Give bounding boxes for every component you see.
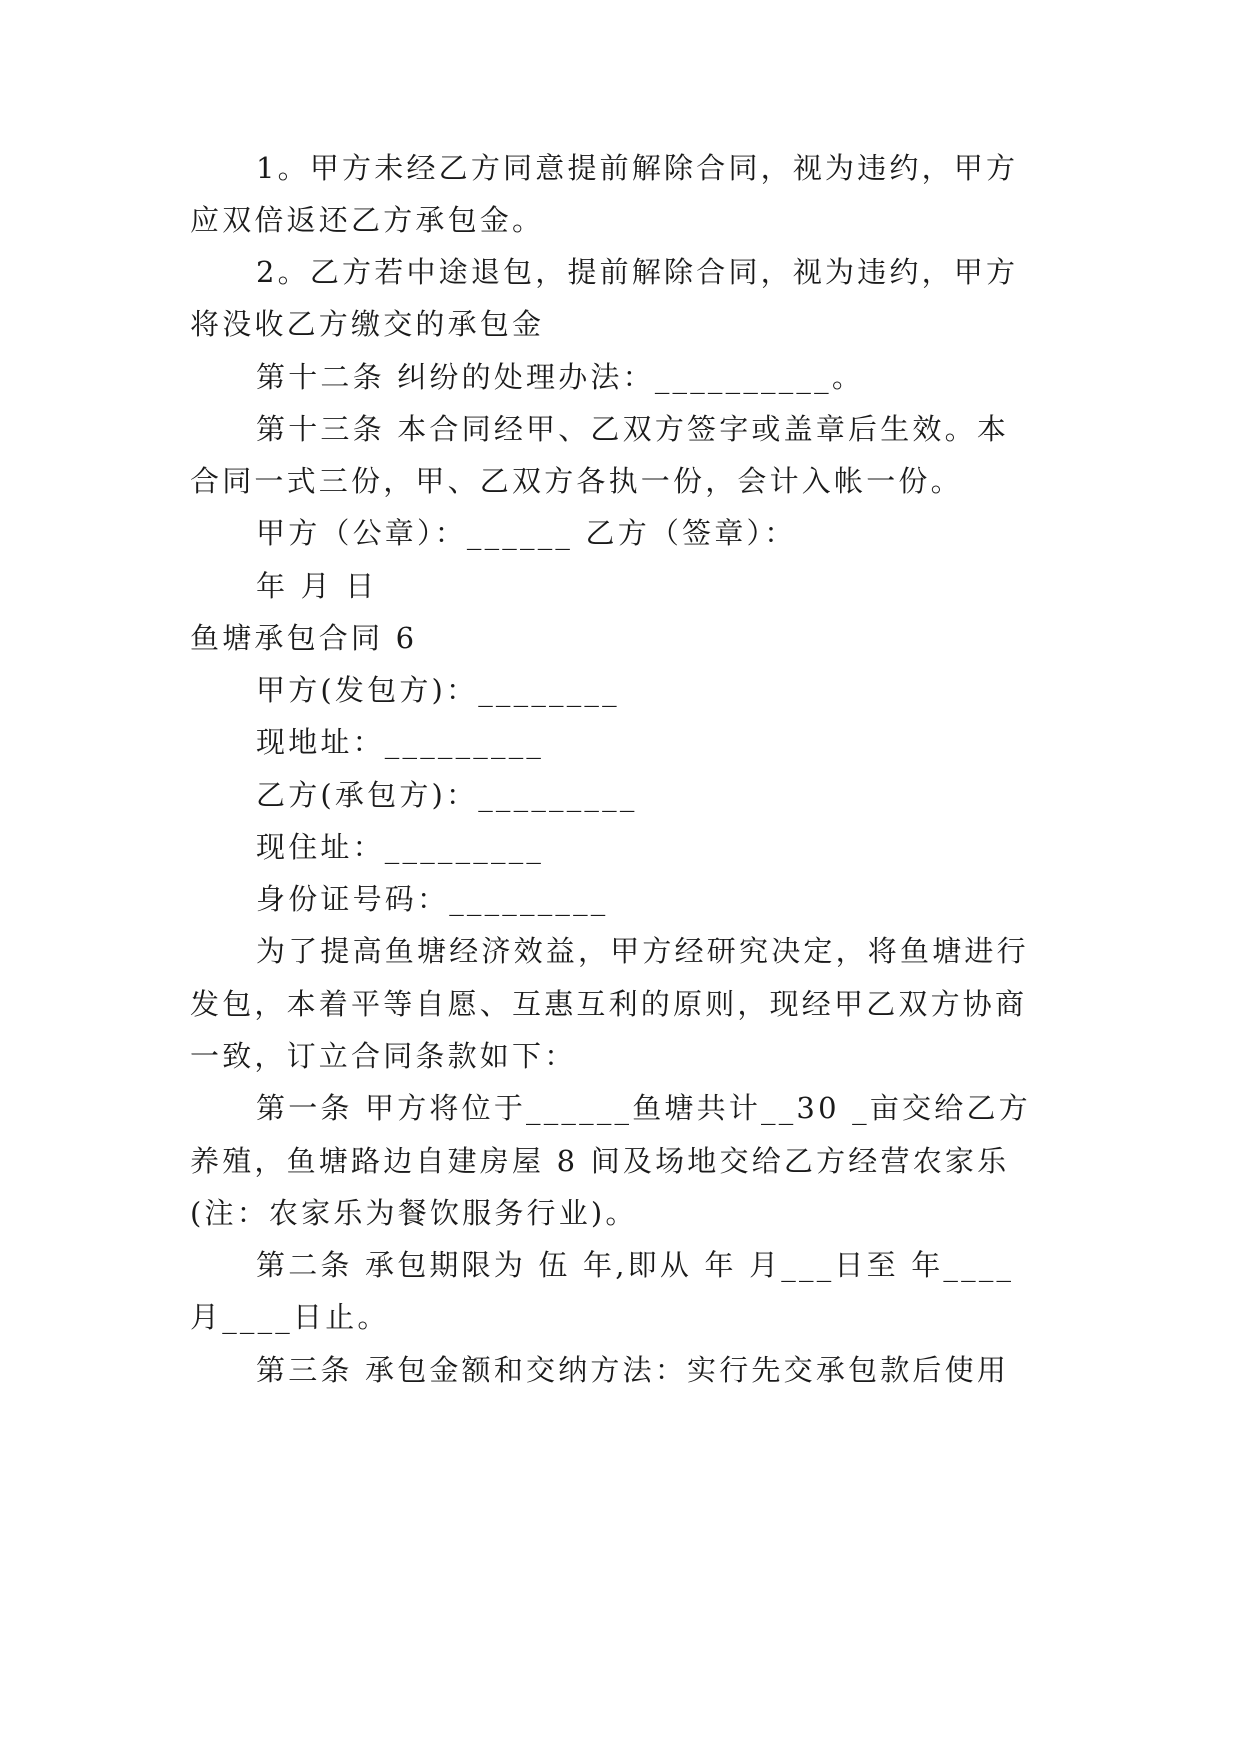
signature-line: 甲方（公章）：______ 乙方（签章）： xyxy=(256,516,797,550)
text-line: 第二条 承包期限为 伍 年,即从 年 月___日至 年____ xyxy=(256,1248,1015,1282)
text-line: 将没收乙方缴交的承包金 xyxy=(190,307,545,341)
text-line: 养殖，鱼塘路边自建房屋 8 间及场地交给乙方经营农家乐 xyxy=(190,1144,1010,1178)
id-number-field: 身份证号码：_________ xyxy=(256,882,609,916)
section-heading: 鱼塘承包合同 6 xyxy=(190,621,418,655)
text-line: 应双倍返还乙方承包金。 xyxy=(190,203,545,237)
text-line: 月____日止。 xyxy=(190,1300,390,1334)
text-line: 第三条 承包金额和交纳方法：实行先交承包款后使用 xyxy=(256,1353,1010,1387)
text-line: 一致，订立合同条款如下： xyxy=(190,1039,577,1073)
text-line: 2。乙方若中途退包，提前解除合同，视为违约，甲方 xyxy=(256,255,1019,289)
text-line: 1。甲方未经乙方同意提前解除合同，视为违约，甲方 xyxy=(256,151,1019,185)
text-line: 发包，本着平等自愿、互惠互利的原则，现经甲乙双方协商 xyxy=(190,987,1028,1021)
text-line: 第十二条 纠纷的处理办法：__________。 xyxy=(256,360,865,394)
party-b-field: 乙方(承包方)：_________ xyxy=(256,778,638,812)
date-line: 年 月 日 xyxy=(256,569,378,603)
text-line: (注：农家乐为餐饮服务行业)。 xyxy=(190,1196,638,1230)
party-a-field: 甲方(发包方)：________ xyxy=(256,673,620,707)
address-field: 现地址：_________ xyxy=(256,725,545,759)
text-line: 为了提高鱼塘经济效益，甲方经研究决定，将鱼塘进行 xyxy=(256,934,1029,968)
text-line: 第十三条 本合同经甲、乙双方签字或盖章后生效。本 xyxy=(256,412,1010,446)
text-line: 合同一式三份，甲、乙双方各执一份，会计入帐一份。 xyxy=(190,464,963,498)
text-line: 第一条 甲方将位于______鱼塘共计__30 _亩交给乙方 xyxy=(256,1091,1031,1125)
residence-field: 现住址：_________ xyxy=(256,830,545,864)
